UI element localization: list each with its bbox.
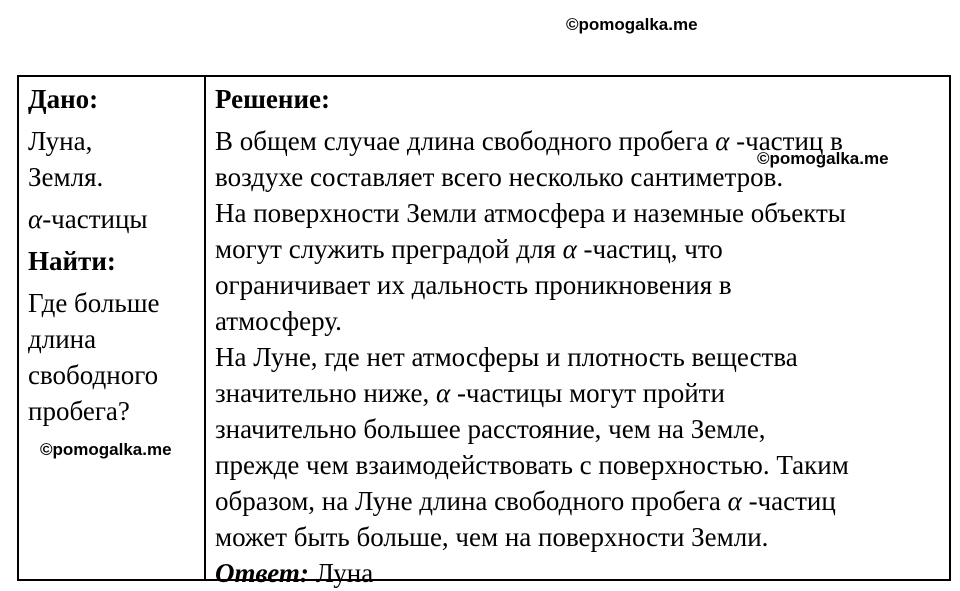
solution-line-text: -частиц в [729, 126, 843, 156]
solution-lines [215, 123, 945, 555]
find-label: Найти: [28, 246, 116, 276]
solution-line [215, 231, 945, 267]
given-item: Земля. [28, 162, 104, 192]
given-alpha-particles [28, 201, 148, 237]
alpha-symbol: α [28, 204, 43, 234]
solution-line: На Луне, где нет атмосферы и плотность вещества [215, 342, 798, 372]
find-question-line: пробега? [28, 396, 130, 426]
column-divider [204, 77, 206, 579]
solution-body [215, 123, 945, 591]
find-question-line: длина [28, 324, 97, 354]
given-item: Луна, [28, 126, 93, 156]
watermark-middle: ©pomogalka.me [757, 149, 889, 168]
solution-line-text: значительно ниже, [215, 378, 436, 408]
find-question-line: свободного [28, 360, 159, 390]
watermark-left: ©pomogalka.me [40, 440, 172, 459]
given-alpha-text: -частицы [42, 204, 148, 234]
answer-label: Ответ: [215, 558, 309, 588]
solution-line-text: -частиц, что [576, 234, 723, 264]
solution-line: воздухе составляет всего несколько сантиметров. [215, 162, 784, 192]
alpha-symbol: α [562, 234, 577, 264]
solution-line-text: образом, на Луне длина свободного пробега [215, 486, 728, 516]
solution-line: может быть больше, чем на поверхности Земли. [215, 522, 769, 552]
solution-line [215, 375, 945, 411]
solution-line [215, 483, 945, 519]
given-items [28, 123, 103, 195]
solution-label: Решение: [215, 84, 330, 114]
solution-line-text: В общем случае длина свободного пробега [215, 126, 716, 156]
alpha-symbol: α [727, 486, 742, 516]
solution-line: атмосферу. [215, 306, 342, 336]
solution-line: На поверхности Земли атмосфера и наземные объекты [215, 198, 846, 228]
solution-line: значительно большее расстояние, чем на Земле, [215, 414, 766, 444]
alpha-symbol: α [715, 126, 730, 156]
alpha-symbol: α [436, 378, 451, 408]
solution-line: ограничивает их дальность проникновения в [215, 270, 732, 300]
solution-line-text: -частиц [741, 486, 836, 516]
given-label: Дано: [28, 84, 99, 114]
watermark-top: ©pomogalka.me [566, 15, 698, 34]
find-question-line: Где больше [28, 288, 160, 318]
solution-line-text: могут служить преградой для [215, 234, 563, 264]
solution-line-text: -частицы могут пройти [450, 378, 725, 408]
find-question [28, 285, 198, 429]
solution-line: прежде чем взаимодействовать с поверхностью. Таким [215, 450, 849, 480]
answer-value: Луна [315, 558, 374, 588]
